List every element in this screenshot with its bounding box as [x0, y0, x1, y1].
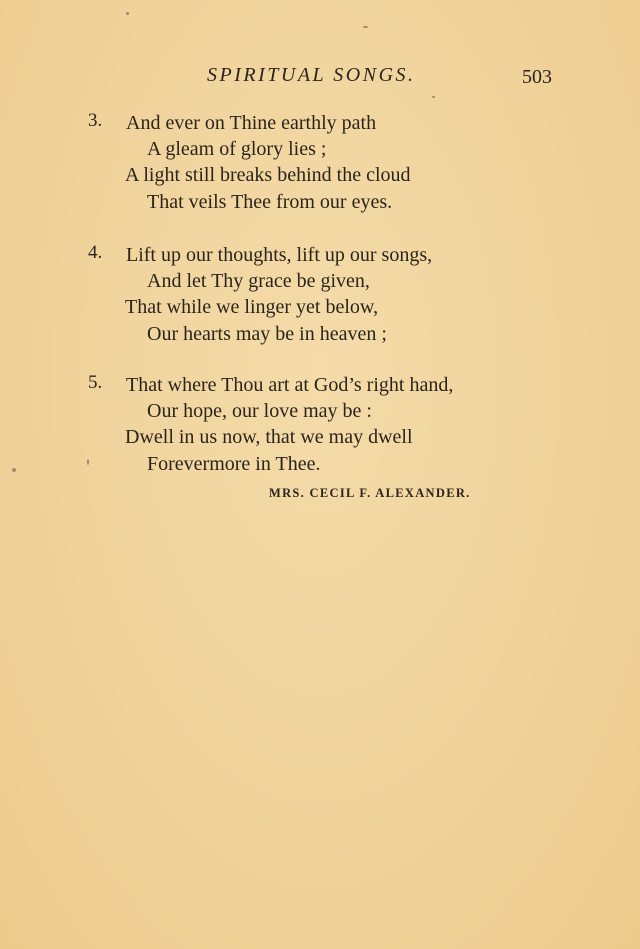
- page-number: 503: [522, 66, 552, 88]
- stanza-number: 4.: [88, 242, 103, 263]
- verse-line: Our hearts may be in heaven ;: [147, 322, 387, 345]
- paper-speck: [126, 12, 129, 15]
- verse-line: That veils Thee from our eyes.: [147, 190, 393, 213]
- hymn-author: MRS. CECIL F. ALEXANDER.: [269, 486, 471, 500]
- paper-speck: [12, 468, 16, 472]
- verse-line: That while we linger yet below,: [125, 296, 379, 319]
- verse-line: Dwell in us now, that we may dwell: [125, 426, 413, 449]
- stanza-number: 3.: [88, 110, 103, 131]
- stanza-5: [88, 372, 558, 477]
- paper-speck: [432, 96, 435, 98]
- verse-line: And ever on Thine earthly path: [126, 112, 377, 134]
- paper-speck: [363, 26, 368, 28]
- verse-line: That where Thou art at God’s right hand,: [126, 374, 454, 396]
- verse-line: A gleam of glory lies ;: [147, 138, 327, 161]
- verse-line: A light still breaks behind the cloud: [125, 164, 411, 187]
- stanza-4: [88, 242, 558, 347]
- stanza-number: 5.: [88, 372, 103, 393]
- stanza-3: [88, 110, 558, 215]
- paper-speck: [87, 459, 89, 465]
- verse-line: Forevermore in Thee.: [147, 452, 321, 475]
- verse-line: Lift up our thoughts, lift up our songs,: [126, 244, 433, 266]
- running-title: SPIRITUAL SONGS.: [207, 64, 416, 86]
- verse-line: Our hope, our love may be :: [147, 400, 372, 423]
- verse-line: And let Thy grace be given,: [147, 270, 370, 293]
